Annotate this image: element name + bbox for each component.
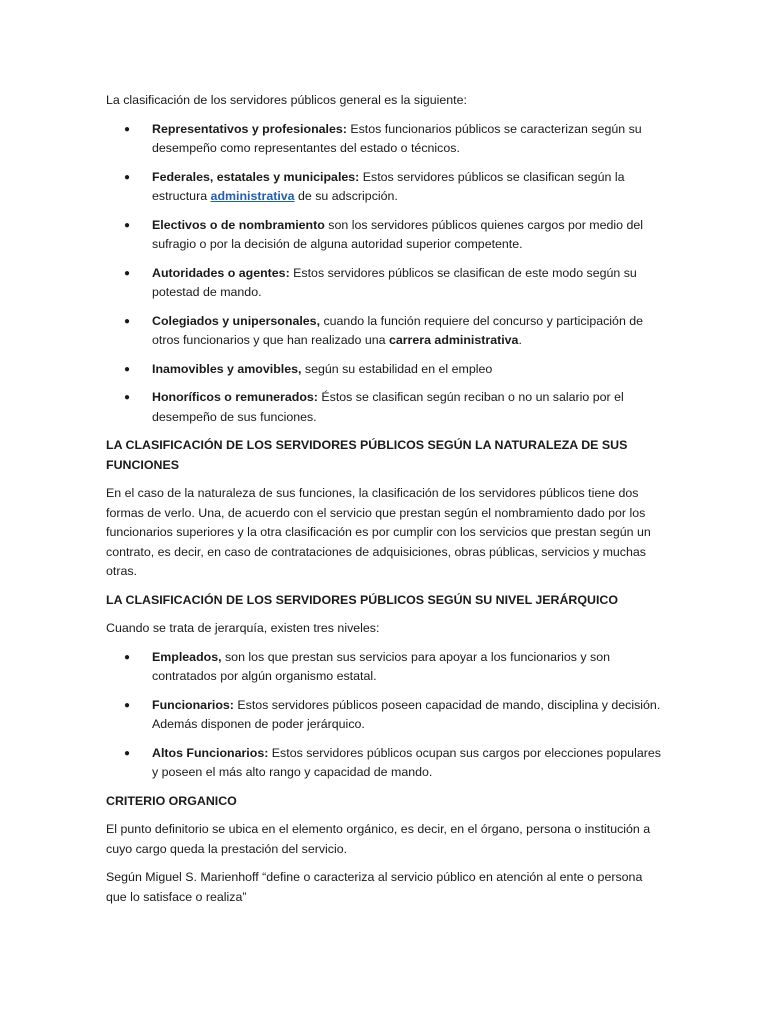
bullet-icon: ● — [124, 747, 131, 759]
list-item: ● Federales, estatales y municipales: Estos servidores públicos se clasifican según la estructura administrativa de su adscripción. — [124, 169, 625, 203]
list-item: ● Honoríficos o remunerados: Éstos se clasifican según reciban o no un salario por el desempeño de sus funciones. — [124, 390, 624, 424]
list-item: ● Empleados, son los que prestan sus servicios para apoyar a los funcionarios y son contratados por algún organismo estatal. — [124, 649, 610, 683]
bullet-icon: ● — [124, 171, 131, 183]
marienhoff-quote-paragraph: Según Miguel S. Marienhoff “define o caracteriza al servicio público en atención al ente o persona que lo satisface o realiza” — [106, 870, 643, 904]
criterio-paragraph: El punto definitorio se ubica en el elemento orgánico, es decir, en el órgano, persona o institución a cuyo cargo queda la prestación del servicio. — [106, 822, 651, 856]
section-heading-criterio: CRITERIO ORGANICO — [106, 793, 237, 808]
list-item: ● Funcionarios: Estos servidores públicos poseen capacidad de mando, disciplina y decisión. Además disponen de poder jerárquico. — [124, 697, 661, 731]
list-item: ● Autoridades o agentes: Estos servidores públicos se clasifican de este modo según su potestad de mando. — [124, 265, 637, 299]
hierarchy-list — [106, 648, 662, 783]
list-item: ● Colegiados y unipersonales, cuando la función requiere del concurso y participación de otros funcionarios y que han realizado una carrera administrativa. — [124, 313, 644, 347]
bullet-icon: ● — [124, 363, 131, 375]
bullet-icon: ● — [124, 219, 131, 231]
list-item: ● Representativos y profesionales: Estos funcionarios públicos se caracterizan según su desempeño como representantes del estado o técnicos. — [124, 121, 642, 155]
bullet-icon: ● — [124, 651, 131, 663]
classification-list — [106, 120, 662, 428]
naturaleza-paragraph: En el caso de la naturaleza de sus funciones, la clasificación de los servidores públicos tiene dos formas de verlo. Una, de acuerdo con el servicio que prestan según el nombramiento dado por los funcionarios superiores y la otra clasificación es por cumplir con los servicios que prestan según un contrato, es decir, en caso de contrataciones de adquisiciones, obras públicas, servicios y muchas otras. — [106, 486, 651, 578]
list-item: ● Altos Funcionarios: Estos servidores públicos ocupan sus cargos por elecciones populares y poseen el más alto rango y capacidad de mando. — [124, 745, 661, 779]
list-item: ● Inamovibles y amovibles, según su estabilidad en el empleo — [106, 360, 662, 380]
list-item: ● Electivos o de nombramiento son los servidores públicos quienes cargos por medio del sufragio o por la decisión de alguna autoridad superior competente. — [124, 217, 644, 251]
administrativa-link[interactable]: administrativa — [210, 189, 295, 203]
jerarquia-paragraph: Cuando se trata de jerarquía, existen tres niveles: — [106, 621, 380, 635]
bullet-icon: ● — [124, 699, 131, 711]
section-heading-jerarquico: LA CLASIFICACIÓN DE LOS SERVIDORES PÚBLICOS SEGÚN SU NIVEL JERÁRQUICO — [106, 592, 618, 607]
bullet-icon: ● — [124, 267, 131, 279]
bullet-icon: ● — [124, 123, 131, 135]
intro-paragraph: La clasificación de los servidores públicos general es la siguiente: — [106, 93, 467, 107]
intro-highlight-word: públicos — [290, 93, 337, 107]
bullet-icon: ● — [124, 315, 131, 327]
bullet-icon: ● — [124, 392, 131, 403]
document-page — [106, 91, 662, 916]
section-heading-naturaleza: LA CLASIFICACIÓN DE LOS SERVIDORES PÚBLICOS SEGÚN LA NATURALEZA DE SUS FUNCIONES — [106, 438, 628, 472]
